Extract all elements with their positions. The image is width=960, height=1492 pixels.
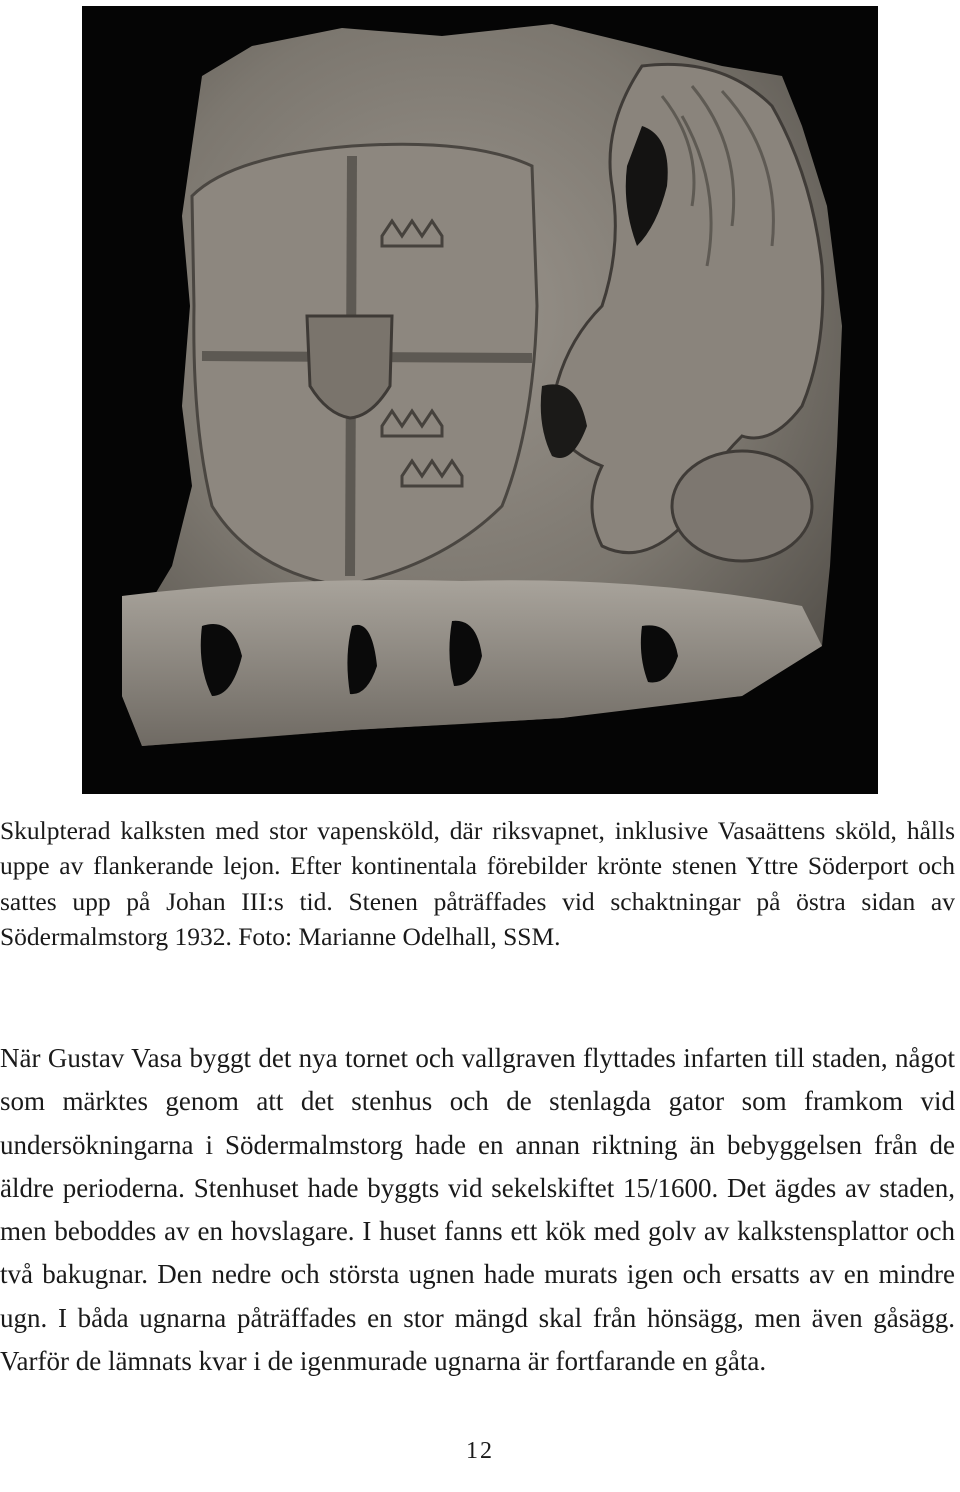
page-number: 12 xyxy=(466,1438,494,1464)
photo-caption: Skulpterad kalksten med stor vapensköld, där riksvapnet, inklusive Vasaättens sköld, hålls uppe av flankerande lejon. Efter kontinentala förebilder krönte stenen Yttre Söderport och sattes upp på Johan III:s tid. Stenen påträffades vid schaktningar på östra sidan av Södermalmstorg 1932. Foto: Marianne Odelhall, SSM. xyxy=(0,816,955,952)
relief-photo xyxy=(82,6,878,794)
relief-photo-illustration xyxy=(82,6,878,794)
body-paragraph: När Gustav Vasa byggt det nya tornet och vallgraven flyttades infarten till staden, något som märktes genom att det stenhus och de stenlagda gator som framkom vid undersökningarna i Södermalmstorg hade en annan riktning än bebyggelsen från de äldre perioderna. Stenhuset hade byggts vid sekelskiftet 15/1600. Det ägdes av staden, men beboddes av en hovslagare. I huset fanns ett kök med golv av kalkstensplattor och två bakugnar. Den nedre och största ugnen hade murats igen och ersatts av en mindre ugn. I båda ugnarna påträffades en stor mängd skal från hönsägg, men även gåsägg. Varför de lämnats kvar i de igenmurade ugnarna är fortfarande en gåta. xyxy=(0,1043,955,1377)
